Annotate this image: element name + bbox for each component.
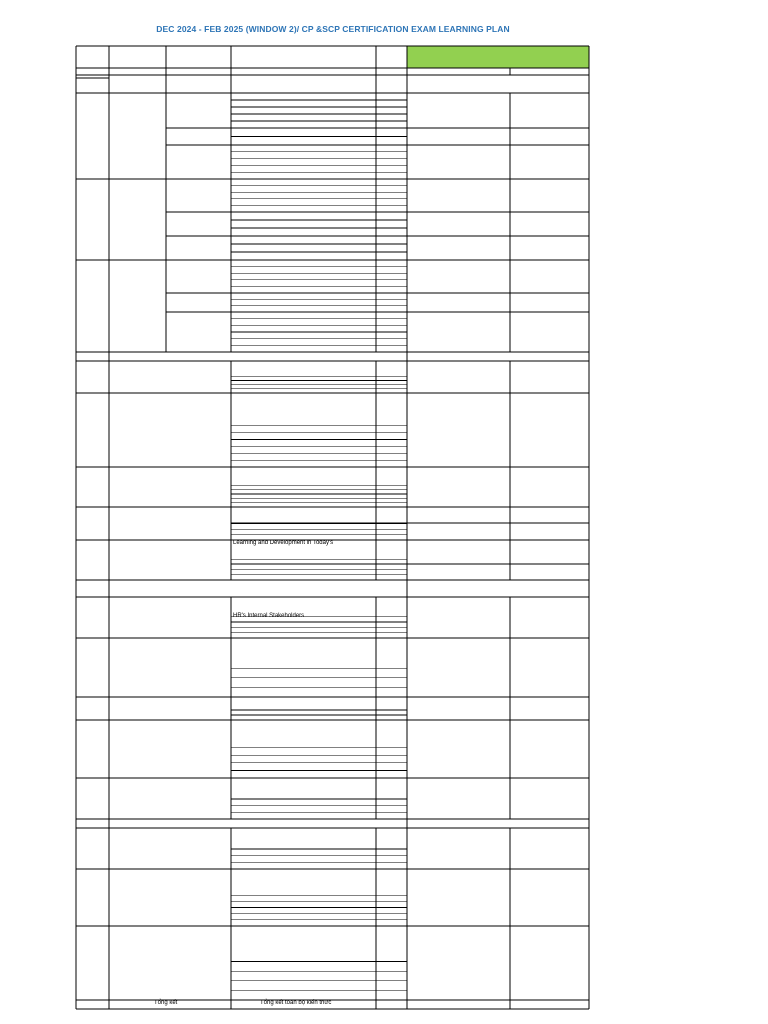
page-title: DEC 2024 - FEB 2025 (WINDOW 2)/ CP &SCP CERTIFICATION EXAM LEARNING PLAN xyxy=(156,24,510,34)
cell-summary-content: Tổng kết toàn bộ kiến thức xyxy=(260,1000,332,1006)
header-fill xyxy=(407,46,589,68)
cell-internal-stakeholders: HR's Internal Stakeholders xyxy=(233,613,305,619)
cell-summary-label: Tổng kết xyxy=(154,1000,178,1006)
cell-learning-development: Learning and Development in Today's xyxy=(233,540,334,546)
